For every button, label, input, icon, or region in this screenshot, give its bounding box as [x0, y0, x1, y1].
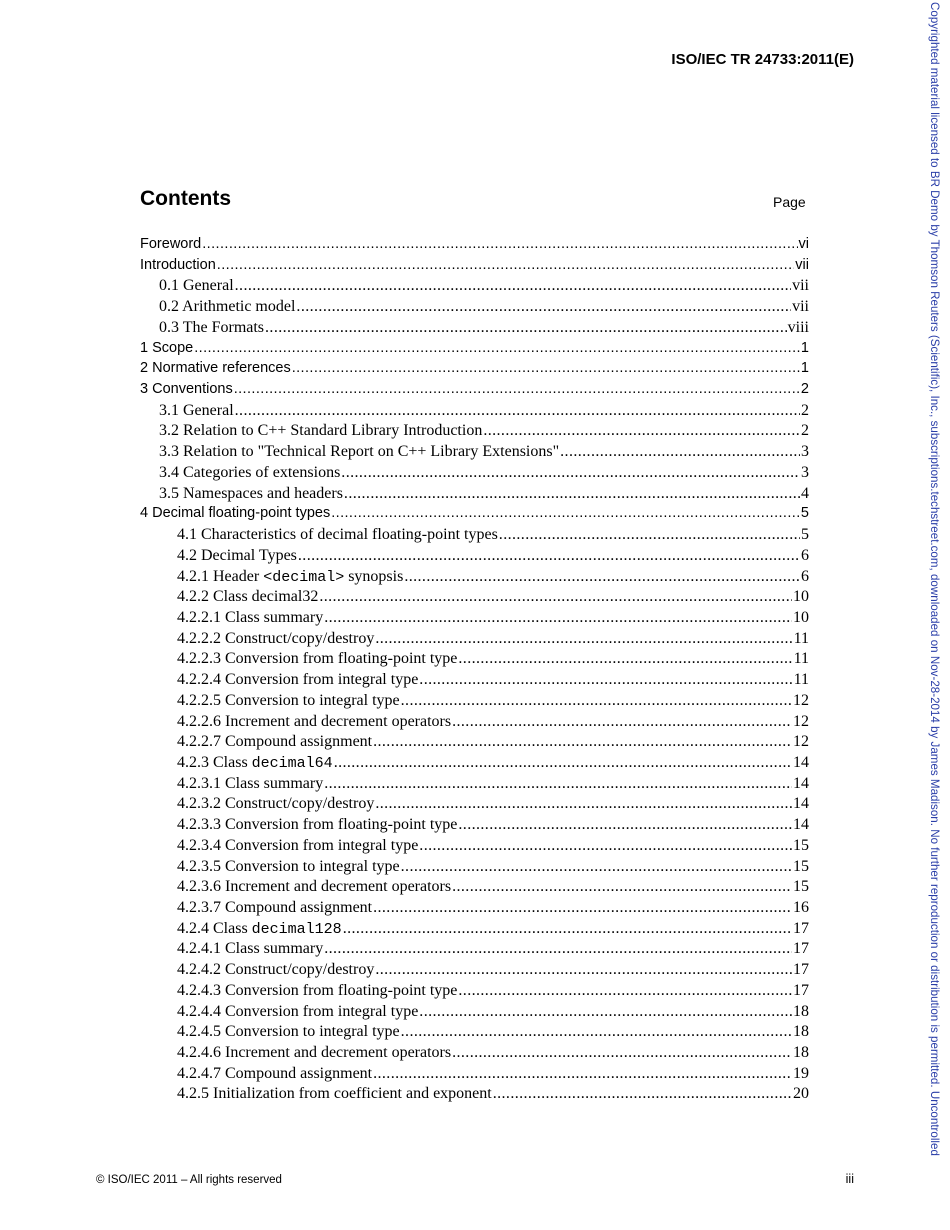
toc-entry[interactable]: [140, 754, 809, 775]
toc-entry[interactable]: [140, 837, 809, 858]
toc-entry-title: [159, 277, 234, 295]
dot-leader: [452, 1044, 792, 1062]
toc-entry[interactable]: [140, 485, 809, 506]
toc-page-number: 2: [800, 381, 809, 398]
toc-page-number: 16: [793, 899, 809, 916]
toc-entry-text: 4.2.3.3 Conversion from floating-point type: [177, 816, 458, 834]
toc-page-number: 17: [793, 961, 809, 979]
toc-entry-text: 4.2.2.6 Increment and decrement operators: [177, 712, 452, 730]
table-of-contents: [140, 236, 809, 1106]
toc-entry-text: 4.2.1 Header: [177, 567, 264, 585]
toc-entry-title: [140, 381, 233, 397]
toc-entry[interactable]: [140, 340, 809, 361]
dot-leader: [324, 609, 792, 627]
toc-entry-code: decimal64: [251, 754, 333, 772]
toc-page-number: 3: [801, 443, 809, 461]
toc-page-number: 20: [793, 1085, 809, 1103]
toc-entry[interactable]: [140, 236, 809, 257]
toc-entry-text: 4.2 Decimal Types: [177, 546, 297, 564]
contents-title: Contents: [140, 187, 231, 210]
toc-entry-text: 4.2.3.6 Increment and decrement operators: [177, 878, 452, 896]
dot-leader: [344, 485, 800, 503]
dot-leader: [343, 920, 792, 938]
toc-entry-text: 4.2.2 Class decimal32: [177, 588, 319, 606]
dot-leader: [375, 961, 792, 979]
toc-entry-title: [140, 505, 330, 521]
toc-entry[interactable]: [140, 277, 809, 298]
dot-leader: [373, 733, 792, 751]
page-column-label: Page: [773, 194, 806, 210]
toc-entry-title: [177, 568, 403, 586]
toc-entry-title: [140, 236, 201, 252]
toc-entry-title: [177, 878, 451, 896]
toc-page-number: 5: [800, 505, 809, 522]
dot-leader: [458, 816, 792, 834]
toc-entry-text: 3.4 Categories of extensions: [159, 463, 341, 481]
toc-entry-text: Foreword: [140, 236, 202, 252]
toc-entry[interactable]: [140, 298, 809, 319]
dot-leader: [401, 1023, 792, 1041]
dot-leader: [334, 754, 792, 772]
toc-entry[interactable]: [140, 733, 809, 754]
dot-leader: [499, 526, 800, 544]
toc-entry-title: [159, 485, 343, 503]
toc-entry-title: [140, 340, 193, 356]
toc-entry-text: 4.2.4.2 Construct/copy/destroy: [177, 961, 375, 979]
dot-leader: [217, 257, 795, 273]
toc-entry[interactable]: [140, 1044, 809, 1065]
toc-page-number: 17: [793, 940, 809, 958]
toc-page-number: 17: [793, 919, 809, 937]
toc-entry[interactable]: [140, 360, 809, 381]
toc-entry-title: [177, 899, 372, 917]
toc-page-number: 18: [793, 1023, 809, 1041]
dot-leader: [373, 1065, 792, 1083]
dot-leader: [373, 899, 792, 917]
toc-entry-text: 4.2.2.3 Conversion from floating-point type: [177, 650, 458, 668]
dot-leader: [404, 568, 800, 586]
toc-page-number: 15: [793, 878, 809, 896]
toc-entry[interactable]: [140, 1023, 809, 1044]
document-id-header: ISO/IEC TR 24733:2011(E): [671, 51, 854, 68]
dot-leader: [483, 422, 800, 440]
toc-entry-text: Introduction: [140, 256, 216, 273]
dot-leader: [419, 837, 792, 855]
toc-page-number: vii: [792, 298, 809, 316]
toc-entry-text: 4.2.4 Class: [177, 919, 252, 937]
toc-entry-title: [177, 775, 323, 793]
toc-page-number: 2: [801, 401, 809, 419]
toc-entry[interactable]: [140, 920, 809, 941]
toc-entry-title: [159, 298, 295, 316]
dot-leader: [194, 340, 800, 356]
dot-leader: [235, 402, 800, 420]
toc-entry-title: [159, 464, 340, 482]
toc-page-number: vii: [792, 277, 809, 295]
toc-entry[interactable]: [140, 671, 809, 692]
toc-entry[interactable]: [140, 982, 809, 1003]
toc-entry-text: 4.2.4.4 Conversion from integral type: [177, 1002, 419, 1020]
toc-entry-text: 4.2.4.1 Class summary: [177, 940, 324, 958]
dot-leader: [401, 858, 792, 876]
toc-entry[interactable]: [140, 692, 809, 713]
dot-leader: [493, 1085, 792, 1103]
toc-entry-text-after: synopsis: [344, 567, 404, 585]
toc-page-number: 18: [793, 1002, 809, 1020]
dot-leader: [419, 671, 792, 689]
toc-entry-title: [177, 920, 342, 938]
toc-page-number: 1: [800, 360, 809, 377]
toc-entry[interactable]: [140, 402, 809, 423]
toc-entry-text: 4.2.3.5 Conversion to integral type: [177, 857, 400, 875]
toc-page-number: 5: [801, 526, 809, 544]
toc-entry[interactable]: [140, 795, 809, 816]
toc-entry[interactable]: [140, 816, 809, 837]
toc-entry-text: 0.2 Arithmetic model: [159, 298, 296, 316]
toc-page-number: 4: [801, 484, 809, 502]
toc-entry[interactable]: [140, 257, 809, 278]
toc-page-number: 19: [793, 1064, 809, 1082]
dot-leader: [298, 547, 800, 565]
toc-page-number: vi: [798, 236, 809, 252]
toc-entry-title: [177, 609, 323, 627]
toc-entry-text: 2 Normative references: [140, 360, 291, 377]
toc-entry-title: [177, 671, 418, 689]
toc-entry-title: [177, 630, 374, 648]
toc-entry-text: 3.3 Relation to "Technical Report on C++ Library Extensions": [159, 443, 560, 461]
toc-entry[interactable]: [140, 858, 809, 879]
dot-leader: [319, 588, 792, 606]
toc-entry-title: [177, 961, 374, 979]
toc-entry[interactable]: [140, 713, 809, 734]
dot-leader: [292, 360, 800, 376]
toc-page-number: 11: [793, 671, 809, 689]
toc-entry-text: 4.2.3.1 Class summary: [177, 774, 324, 792]
toc-page-number: 14: [793, 816, 809, 834]
toc-entry-text: 4.2.2.7 Compound assignment: [177, 733, 373, 751]
dot-leader: [324, 775, 792, 793]
toc-entry[interactable]: [140, 1065, 809, 1086]
dot-leader: [452, 878, 792, 896]
toc-page-number: 11: [793, 629, 809, 647]
toc-page-number: 3: [801, 463, 809, 481]
toc-entry[interactable]: [140, 443, 809, 464]
toc-entry-title: [159, 319, 264, 337]
toc-entry-title: [177, 526, 498, 544]
toc-entry-text: 4.2.4.7 Compound assignment: [177, 1064, 373, 1082]
toc-entry-text: 4 Decimal floating-point types: [140, 505, 331, 522]
toc-page-number: 15: [793, 836, 809, 854]
toc-page-number: 12: [793, 733, 809, 751]
toc-entry[interactable]: [140, 319, 809, 340]
toc-entry[interactable]: [140, 940, 809, 961]
toc-entry-title: [140, 257, 216, 273]
toc-entry[interactable]: [140, 775, 809, 796]
toc-page-number: viii: [787, 318, 809, 336]
dot-leader: [458, 982, 792, 1000]
toc-entry-title: [159, 443, 559, 461]
dot-leader: [202, 236, 797, 252]
copyright-footer: © ISO/IEC 2011 – All rights reserved: [96, 1174, 282, 1186]
toc-entry-title: [177, 982, 457, 1000]
toc-entry-text: 3.1 General: [159, 401, 234, 419]
toc-entry-text: 4.2.2.5 Conversion to integral type: [177, 691, 400, 709]
toc-entry-title: [177, 837, 418, 855]
toc-entry-text: 0.1 General: [159, 277, 234, 295]
toc-entry[interactable]: [140, 609, 809, 630]
toc-entry[interactable]: [140, 630, 809, 651]
toc-page-number: 14: [793, 753, 809, 771]
toc-entry-title: [177, 1003, 418, 1021]
toc-entry-text: 4.2.3.4 Conversion from integral type: [177, 836, 419, 854]
dot-leader: [458, 650, 792, 668]
dot-leader: [324, 940, 792, 958]
toc-entry-title: [177, 1023, 400, 1041]
dot-leader: [375, 630, 792, 648]
toc-entry[interactable]: [140, 588, 809, 609]
toc-entry-code: decimal128: [251, 920, 342, 938]
toc-entry[interactable]: [140, 526, 809, 547]
toc-entry-text: 4.2.3 Class: [177, 753, 252, 771]
toc-page-number: 1: [800, 339, 809, 356]
toc-entry[interactable]: [140, 878, 809, 899]
toc-entry-title: [177, 713, 451, 731]
toc-entry[interactable]: [140, 547, 809, 568]
dot-leader: [331, 505, 800, 521]
toc-entry[interactable]: [140, 1085, 809, 1106]
toc-entry-title: [140, 360, 291, 376]
dot-leader: [419, 1003, 792, 1021]
toc-entry-text: 4.2.2.4 Conversion from integral type: [177, 671, 419, 689]
dot-leader: [560, 443, 800, 461]
copyright-watermark: Copyrighted material licensed to BR Demo by Thomson Reuters (Scientific), Inc., subscriptions.techstreet.com, downloaded on Nov-28-2014 by James Madison. No further reproduction or distribution is permitted. Uncontrolled: [928, 2, 941, 1156]
dot-leader: [341, 464, 800, 482]
toc-entry-title: [177, 588, 318, 606]
toc-entry-code: <decimal>: [263, 568, 345, 586]
page-number: iii: [845, 1172, 854, 1186]
toc-page-number: 15: [793, 857, 809, 875]
toc-entry-title: [177, 1044, 451, 1062]
toc-entry-text: 0.3 The Formats: [159, 318, 265, 336]
toc-page-number: 6: [801, 567, 809, 585]
dot-leader: [235, 277, 791, 295]
toc-page-number: 14: [793, 795, 809, 813]
dot-leader: [265, 319, 787, 337]
toc-page-number: 12: [793, 691, 809, 709]
toc-entry-text: 4.2.4.3 Conversion from floating-point type: [177, 981, 458, 999]
toc-entry-title: [159, 422, 482, 440]
toc-entry-text: 4.2.4.6 Increment and decrement operators: [177, 1044, 452, 1062]
toc-page-number: 14: [793, 774, 809, 792]
toc-entry[interactable]: [140, 464, 809, 485]
toc-page-number: 18: [793, 1044, 809, 1062]
toc-entry-text: 3 Conventions: [140, 381, 233, 398]
toc-entry-title: [177, 940, 323, 958]
toc-entry[interactable]: [140, 381, 809, 402]
toc-entry-text: 3.2 Relation to C++ Standard Library Introduction: [159, 422, 483, 440]
toc-entry-text: 4.2.3.7 Compound assignment: [177, 899, 373, 916]
toc-entry[interactable]: [140, 568, 809, 589]
toc-entry-title: [177, 692, 400, 710]
toc-page-number: 12: [793, 712, 809, 730]
toc-entry-title: [177, 754, 333, 772]
toc-page-number: 10: [793, 588, 809, 606]
toc-page-number: 11: [793, 650, 809, 668]
toc-entry-title: [177, 816, 457, 834]
toc-entry[interactable]: [140, 1003, 809, 1024]
toc-entry-title: [177, 1085, 492, 1103]
toc-entry-text: 4.2.2.2 Construct/copy/destroy: [177, 629, 375, 647]
toc-entry[interactable]: [140, 899, 809, 920]
toc-entry[interactable]: [140, 505, 809, 526]
toc-entry-text: 4.1 Characteristics of decimal floating-point types: [177, 526, 498, 544]
toc-entry-title: [177, 795, 374, 813]
toc-entry-title: [177, 1065, 372, 1083]
dot-leader: [234, 381, 800, 397]
toc-entry-title: [177, 858, 400, 876]
toc-entry-text: 4.2.4.5 Conversion to integral type: [177, 1023, 400, 1041]
dot-leader: [375, 795, 792, 813]
toc-entry-text: 4.2.3.2 Construct/copy/destroy: [177, 795, 375, 813]
toc-entry[interactable]: [140, 961, 809, 982]
toc-entry-text: 4.2.2.1 Class summary: [177, 608, 324, 626]
toc-page-number: 6: [801, 546, 809, 564]
dot-leader: [452, 713, 792, 731]
toc-page-number: 17: [793, 981, 809, 999]
toc-entry-text: 1 Scope: [140, 339, 194, 356]
toc-entry[interactable]: [140, 650, 809, 671]
toc-entry-title: [177, 650, 457, 668]
dot-leader: [401, 692, 792, 710]
toc-entry-title: [177, 733, 372, 751]
toc-page-number: 2: [801, 422, 809, 440]
toc-entry-text: 4.2.5 Initialization from coefficient and exponent: [177, 1085, 492, 1103]
toc-page-number: 10: [793, 608, 809, 626]
toc-entry[interactable]: [140, 422, 809, 443]
toc-entry-title: [177, 547, 297, 565]
toc-entry-title: [159, 402, 234, 420]
toc-entry-text: 3.5 Namespaces and headers: [159, 484, 343, 502]
dot-leader: [296, 298, 791, 316]
toc-page-number: vii: [795, 256, 809, 273]
